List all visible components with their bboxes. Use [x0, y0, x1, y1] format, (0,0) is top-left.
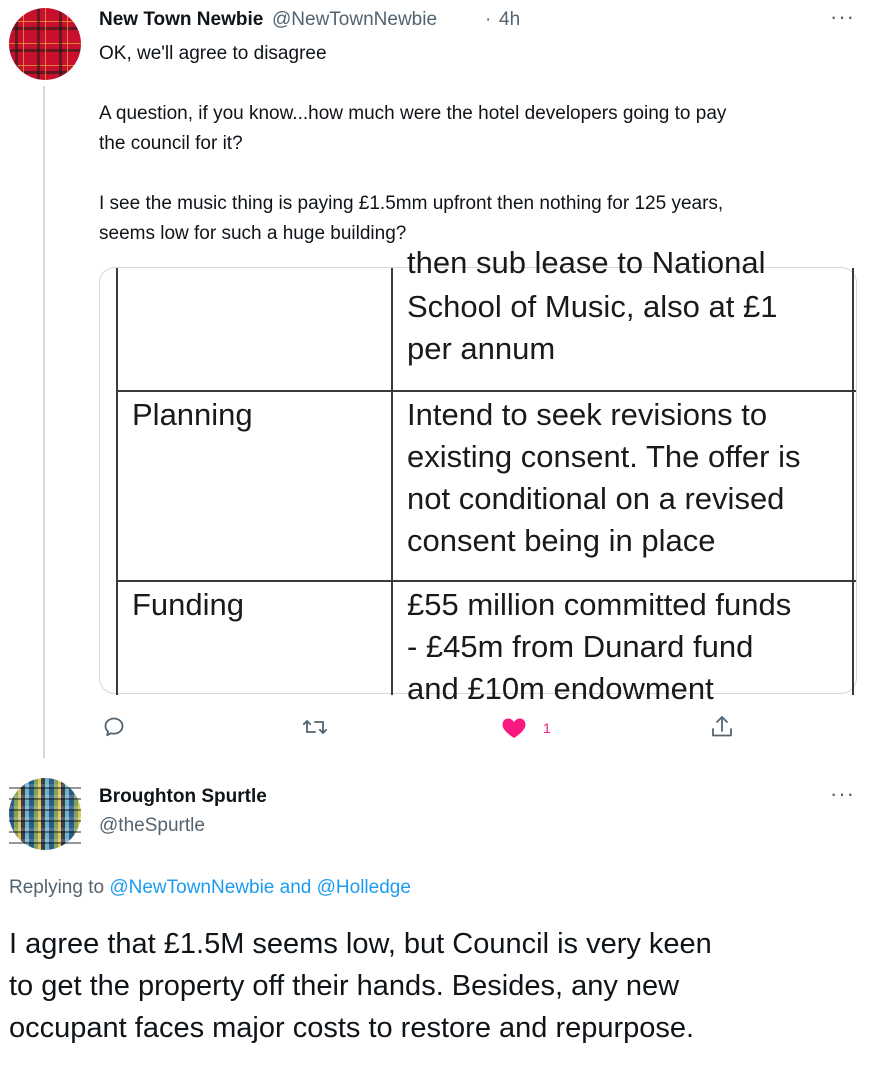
replying-to-links[interactable]: @NewTownNewbie and @Holledge [109, 877, 411, 898]
attached-image[interactable] [99, 245, 857, 706]
tweet-text-line: seems low for such a huge building? [99, 223, 407, 244]
heart-filled-icon[interactable] [501, 716, 527, 740]
user-handle[interactable]: @NewTownNewbie [272, 9, 438, 30]
tweet-text-line: to get the property off their hands. Besides, any new [9, 970, 680, 1002]
table-row-divider [116, 580, 856, 582]
tweet-text-line: OK, we'll agree to disagree [99, 43, 327, 64]
table-cell-text: existing consent. The offer is [407, 439, 801, 474]
display-name[interactable]: Broughton Spurtle [99, 786, 267, 807]
tweet-text-line: occupant faces major costs to restore and repurpose. [9, 1012, 695, 1044]
replying-to-prefix: Replying to [9, 877, 110, 898]
reply-icon[interactable] [102, 715, 126, 739]
share-icon[interactable] [710, 714, 734, 740]
table-cell-text: then sub lease to National [407, 245, 766, 280]
display-name[interactable]: New Town Newbie [99, 9, 264, 30]
table-row-label: Planning [132, 397, 253, 432]
table-border-middle [391, 268, 393, 695]
table-border-right [852, 268, 854, 695]
user-handle[interactable]: @theSpurtle [99, 815, 205, 836]
tweet-text-line: A question, if you know...how much were the hotel developers going to pay [99, 103, 727, 124]
time-separator: · [485, 9, 492, 30]
tweet-text-line: the council for it? [99, 133, 243, 154]
like-count[interactable]: 1 [543, 720, 551, 736]
table-cell-text: per annum [407, 331, 556, 366]
table-cell-text: consent being in place [407, 523, 716, 558]
retweet-icon[interactable] [302, 715, 328, 739]
replying-to [9, 877, 411, 899]
table-cell-text: School of Music, also at £1 [407, 289, 778, 324]
more-options-icon[interactable]: ··· [830, 4, 855, 29]
thread-connector-line [43, 86, 45, 758]
table-cell-text: - £45m from Dunard fund [407, 629, 754, 664]
table-row-label: Funding [132, 587, 245, 622]
table-cell-text: Intend to seek revisions to [407, 397, 768, 432]
avatar[interactable] [9, 778, 81, 850]
table-cell-text: £55 million committed funds [407, 587, 792, 622]
table-cell-text: not conditional on a revised [407, 481, 785, 516]
tweet-text-line: I see the music thing is paying £1.5mm upfront then nothing for 125 years, [99, 193, 724, 214]
table-row-divider [116, 390, 856, 392]
tweet-text-line: I agree that £1.5M seems low, but Council is very keen [9, 928, 712, 960]
avatar[interactable] [9, 8, 81, 80]
table-border-left [116, 268, 118, 695]
more-options-icon[interactable]: ··· [830, 781, 855, 806]
timestamp[interactable]: 4h [499, 9, 521, 30]
table-cell-text: and £10m endowment [407, 671, 714, 706]
